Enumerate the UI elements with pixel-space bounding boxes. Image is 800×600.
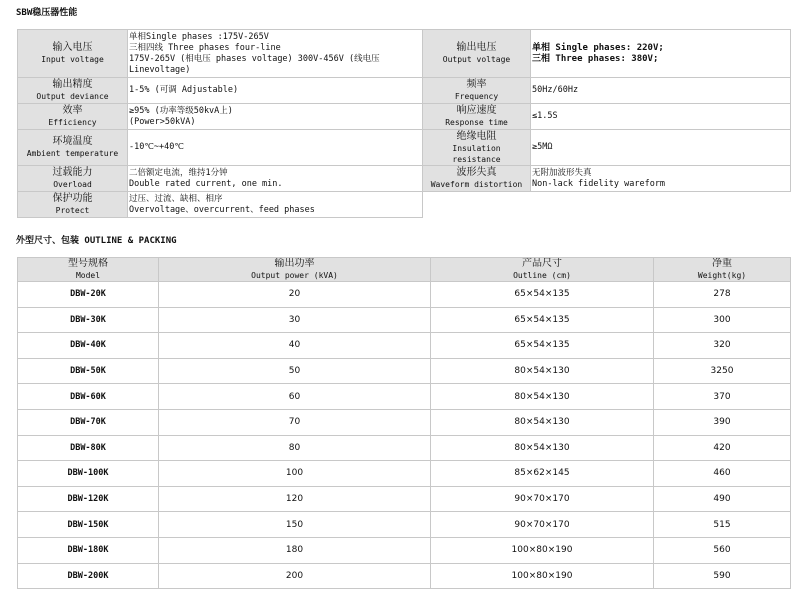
outline-cell: 80×54×130 [431, 358, 654, 384]
model-cell: DBW-180K [18, 537, 159, 563]
weight-cell: 420 [654, 435, 791, 461]
output-deviance-label: 输出精度 Output deviance [18, 78, 128, 104]
power-cell: 150 [159, 512, 431, 538]
table-row [18, 384, 791, 410]
outline-title: 外型尺寸、包装 OUTLINE & PACKING [16, 236, 177, 246]
outline-cell: 65×54×135 [431, 282, 654, 308]
weight-cell: 390 [654, 409, 791, 435]
outline-cell: 65×54×135 [431, 307, 654, 333]
weight-cell: 515 [654, 512, 791, 538]
header-model: 型号规格 Model [18, 258, 159, 282]
weight-cell: 278 [654, 282, 791, 308]
frequency-label: 频率 Frequency [423, 78, 531, 104]
power-cell: 20 [159, 282, 431, 308]
weight-cell: 3250 [654, 358, 791, 384]
response-time-label: 响应速度 Response time [423, 104, 531, 130]
efficiency-value: ≥95% (功率等级50kvA上) (Power>50kVA) [128, 104, 423, 130]
insulation-resistance-label: 绝缘电阻 Insulation resistance [423, 130, 531, 166]
power-cell: 30 [159, 307, 431, 333]
outline-header-row [18, 258, 791, 282]
outline-cell: 100×80×190 [431, 563, 654, 589]
protect-label: 保护功能 Protect [18, 192, 128, 218]
model-cell: DBW-40K [18, 333, 159, 359]
table-row [18, 461, 791, 487]
model-cell: DBW-80K [18, 435, 159, 461]
outline-cell: 80×54×130 [431, 409, 654, 435]
empty-cell [423, 192, 531, 218]
power-cell: 180 [159, 537, 431, 563]
power-cell: 70 [159, 409, 431, 435]
power-cell: 50 [159, 358, 431, 384]
protect-value: 过压、过流、缺相、相序 Overvoltage、overcurrent、feed phases [128, 192, 423, 218]
ambient-temperature-label: 环境温度 Ambient temperature [18, 130, 128, 166]
power-cell: 200 [159, 563, 431, 589]
model-cell: DBW-120K [18, 486, 159, 512]
table-row [18, 435, 791, 461]
header-outline: 产品尺寸 Outline (cm) [431, 258, 654, 282]
outline-cell: 85×62×145 [431, 461, 654, 487]
weight-cell: 460 [654, 461, 791, 487]
table-row [18, 409, 791, 435]
overload-value: 二倍额定电流，维持1分钟 Double rated current, one min. [128, 166, 423, 192]
model-cell: DBW-200K [18, 563, 159, 589]
empty-cell [531, 192, 791, 218]
weight-cell: 560 [654, 537, 791, 563]
waveform-distortion-label: 波形失真 Waveform distortion [423, 166, 531, 192]
outline-cell: 80×54×130 [431, 384, 654, 410]
input-voltage-label: 输入电压 Input voltage [18, 30, 128, 78]
power-cell: 120 [159, 486, 431, 512]
weight-cell: 300 [654, 307, 791, 333]
spec-title: SBW稳压器性能 [16, 8, 78, 18]
table-row [18, 333, 791, 359]
ambient-temperature-value: -10℃~+40℃ [128, 130, 423, 166]
power-cell: 80 [159, 435, 431, 461]
input-voltage-value: 单相Single phases :175V-265V 三相四线 Three phases four-line 175V-265V (相电压 phases voltage) 300V-456V (线电压 Linevoltage) [128, 30, 423, 78]
outline-cell: 80×54×130 [431, 435, 654, 461]
model-cell: DBW-150K [18, 512, 159, 538]
outline-cell: 90×70×170 [431, 486, 654, 512]
table-row [18, 512, 791, 538]
power-cell: 40 [159, 333, 431, 359]
power-cell: 60 [159, 384, 431, 410]
header-power: 输出功率 Output power (kVA) [159, 258, 431, 282]
output-voltage-value: 单相 Single phases: 220V; 三相 Three phases: 380V; [531, 30, 791, 78]
table-row [18, 358, 791, 384]
model-cell: DBW-60K [18, 384, 159, 410]
model-cell: DBW-30K [18, 307, 159, 333]
outline-cell: 100×80×190 [431, 537, 654, 563]
outline-table [17, 257, 791, 589]
table-row [18, 537, 791, 563]
model-cell: DBW-100K [18, 461, 159, 487]
waveform-distortion-value: 无附加波形失真 Non-lack fidelity wareform [531, 166, 791, 192]
header-weight: 净重 Weight(kg) [654, 258, 791, 282]
efficiency-label: 效率 Efficiency [18, 104, 128, 130]
frequency-value: 50Hz/60Hz [531, 78, 791, 104]
weight-cell: 490 [654, 486, 791, 512]
table-row [18, 563, 791, 589]
outline-cell: 90×70×170 [431, 512, 654, 538]
table-row [18, 282, 791, 308]
spec-table [17, 29, 791, 218]
output-voltage-label: 输出电压 Output voltage [423, 30, 531, 78]
overload-label: 过载能力 Overload [18, 166, 128, 192]
response-time-value: ≤1.5S [531, 104, 791, 130]
weight-cell: 320 [654, 333, 791, 359]
weight-cell: 370 [654, 384, 791, 410]
model-cell: DBW-20K [18, 282, 159, 308]
power-cell: 100 [159, 461, 431, 487]
model-cell: DBW-70K [18, 409, 159, 435]
table-row [18, 486, 791, 512]
weight-cell: 590 [654, 563, 791, 589]
table-row [18, 307, 791, 333]
insulation-resistance-value: ≥5MΩ [531, 130, 791, 166]
output-deviance-value: 1-5% (可调 Adjustable) [128, 78, 423, 104]
outline-cell: 65×54×135 [431, 333, 654, 359]
model-cell: DBW-50K [18, 358, 159, 384]
